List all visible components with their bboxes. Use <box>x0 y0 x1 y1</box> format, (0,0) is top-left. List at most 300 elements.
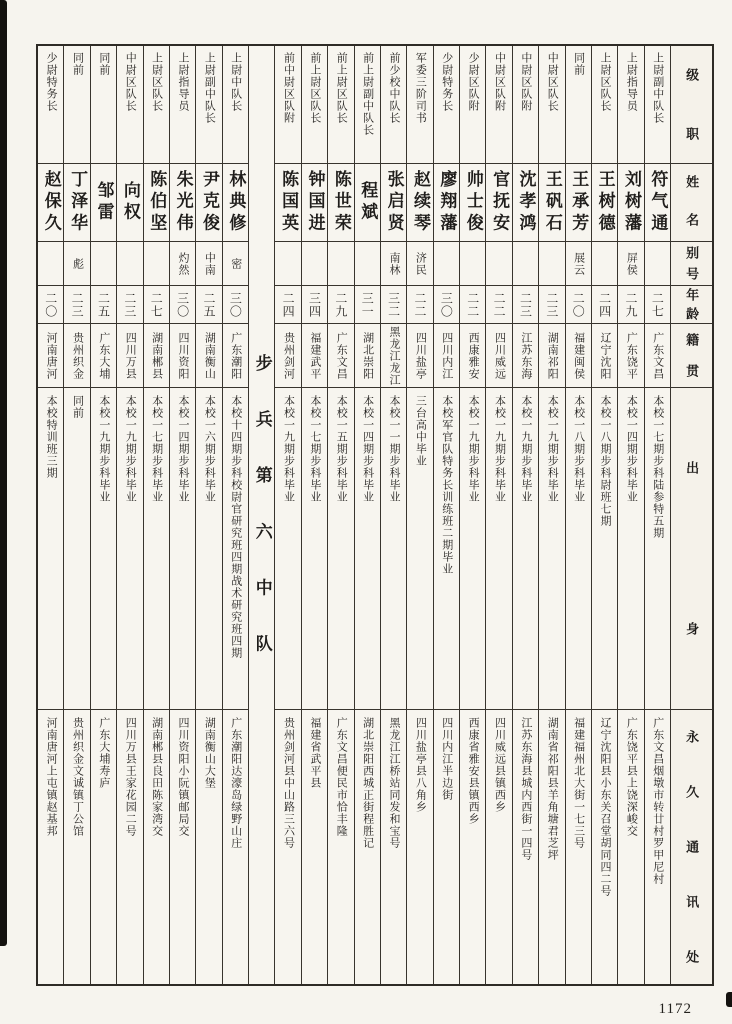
background-cell <box>117 388 142 710</box>
rank-text: 少尉特务长 <box>45 52 58 112</box>
age-text: 三〇 <box>228 291 243 318</box>
native-place-text: 河南唐河 <box>45 331 58 380</box>
person-column <box>485 46 511 984</box>
age-cell <box>170 286 195 324</box>
alias-text: 彪 <box>71 257 84 270</box>
rank-cell <box>645 46 670 164</box>
background-cell <box>460 388 485 710</box>
native-place-cell <box>566 324 591 388</box>
alias-cell <box>566 242 591 286</box>
native-place-text: 四川威远 <box>493 331 506 380</box>
address-cell <box>170 710 195 984</box>
native-place-text: 广东饶平 <box>625 331 638 380</box>
name-cell <box>381 164 406 242</box>
rank-cell <box>539 46 564 164</box>
name-text: 沈孝鸿 <box>516 169 536 236</box>
name-text: 朱光伟 <box>173 169 193 236</box>
rank-cell <box>144 46 169 164</box>
rank-cell <box>434 46 459 164</box>
background-text: 本校一四期步科毕业 <box>625 395 638 503</box>
background-cell <box>486 388 511 710</box>
age-text: 二九 <box>333 291 348 318</box>
age-text: 三〇 <box>439 291 454 318</box>
address-text: 河南唐河上屯镇赵基邦 <box>45 717 58 837</box>
age-text: 二二 <box>465 291 480 318</box>
address-cell <box>196 710 221 984</box>
address-text: 贵州剑河县中山路三六号 <box>282 717 295 849</box>
native-place-text: 辽宁沈阳 <box>599 331 612 380</box>
name-cell <box>355 164 380 242</box>
native-place-cell <box>302 324 327 388</box>
age-cell <box>38 286 63 324</box>
age-cell <box>144 286 169 324</box>
age-cell <box>223 286 248 324</box>
address-text: 湖北崇阳西城正街程胜记 <box>361 717 374 849</box>
age-text: 三〇 <box>175 291 190 318</box>
name-text: 程斌 <box>358 180 378 225</box>
name-text: 张启贤 <box>384 169 404 236</box>
rank-cell <box>328 46 353 164</box>
address-text: 黑龙江江桥站同发和宝号 <box>388 717 401 849</box>
background-text: 本校一九期步科毕业 <box>97 395 110 503</box>
background-cell <box>275 388 300 710</box>
alias-cell <box>196 242 221 286</box>
name-cell <box>592 164 617 242</box>
age-text: 二二 <box>492 291 507 318</box>
alias-text: 南林 <box>388 251 401 276</box>
age-cell <box>328 286 353 324</box>
name-cell <box>170 164 195 242</box>
native-place-cell <box>618 324 643 388</box>
age-text: 二五 <box>96 291 111 318</box>
rank-cell <box>64 46 89 164</box>
background-text: 本校一九期步科毕业 <box>282 395 295 503</box>
background-cell <box>328 388 353 710</box>
age-cell <box>434 286 459 324</box>
native-place-cell <box>223 324 248 388</box>
rank-text: 同前 <box>572 52 585 76</box>
alias-text: 中南 <box>203 251 216 276</box>
address-cell <box>592 710 617 984</box>
background-cell <box>618 388 643 710</box>
name-text: 陈国英 <box>279 169 299 236</box>
address-text: 湖南衡山大堡 <box>203 717 216 789</box>
rank-cell <box>513 46 538 164</box>
alias-cell <box>407 242 432 286</box>
header-cell-age: 年 龄 <box>671 286 712 324</box>
age-text: 三四 <box>307 291 322 318</box>
address-text: 广东文昌便民市恰丰隆 <box>335 717 348 837</box>
native-place-text: 贵州织金 <box>71 331 84 380</box>
address-cell <box>144 710 169 984</box>
rank-text: 同前 <box>71 52 84 76</box>
native-place-text: 广东文昌 <box>651 331 664 380</box>
native-place-text: 贵州剑河 <box>282 331 295 380</box>
native-place-cell <box>117 324 142 388</box>
age-cell <box>302 286 327 324</box>
background-text: 本校一九期步科毕业 <box>467 395 480 503</box>
age-text: 二二 <box>413 291 428 318</box>
address-text: 福建省武平县 <box>308 717 321 789</box>
person-column <box>90 46 116 984</box>
rank-cell <box>196 46 221 164</box>
address-text: 辽宁沈阳县小东关召堂胡同四二号 <box>599 717 612 897</box>
name-cell <box>407 164 432 242</box>
native-place-text: 江苏东海 <box>519 331 532 380</box>
age-cell <box>355 286 380 324</box>
age-cell <box>381 286 406 324</box>
age-cell <box>407 286 432 324</box>
background-cell <box>592 388 617 710</box>
name-text: 邹雷 <box>94 180 114 225</box>
person-column <box>143 46 169 984</box>
background-cell <box>645 388 670 710</box>
alias-cell <box>434 242 459 286</box>
header-cell-name: 姓 名 <box>671 164 712 242</box>
person-column <box>591 46 617 984</box>
name-cell <box>223 164 248 242</box>
person-column <box>538 46 564 984</box>
background-text: 三台高中毕业 <box>414 395 427 467</box>
scan-artifact-right <box>726 992 732 1007</box>
rank-text: 前上尉副中队长 <box>361 52 374 136</box>
header-cell-alias: 别 号 <box>671 242 712 286</box>
rank-cell <box>592 46 617 164</box>
native-place-cell <box>486 324 511 388</box>
native-place-text: 西康雅安 <box>467 331 480 380</box>
age-text: 二五 <box>202 291 217 318</box>
native-place-text: 黑龙江龙江 <box>388 325 401 386</box>
name-cell <box>64 164 89 242</box>
rank-text: 前中尉区队附 <box>282 52 295 124</box>
person-column <box>169 46 195 984</box>
background-text: 本校一九期步科毕业 <box>546 395 559 503</box>
age-text: 二七 <box>149 291 164 318</box>
background-text: 本校十四期步科校尉官研究班四期战术研究班四期 <box>229 395 242 659</box>
alias-cell <box>355 242 380 286</box>
name-cell <box>38 164 63 242</box>
native-place-cell <box>460 324 485 388</box>
background-text: 本校一八期步科尉班七期 <box>599 395 612 527</box>
address-text: 广东潮阳达濠岛绿野山庄 <box>229 717 242 849</box>
address-text: 湖南省祁阳县羊角塘君芝坪 <box>546 717 559 861</box>
rank-text: 上尉副中队长 <box>651 52 664 124</box>
name-cell <box>302 164 327 242</box>
roster-table <box>36 44 714 986</box>
native-place-cell <box>170 324 195 388</box>
rank-text: 上尉中队长 <box>229 52 242 112</box>
alias-cell <box>592 242 617 286</box>
background-cell <box>144 388 169 710</box>
background-text: 本校一九期步科毕业 <box>493 395 506 503</box>
background-cell <box>407 388 432 710</box>
name-cell <box>460 164 485 242</box>
age-cell <box>196 286 221 324</box>
background-cell <box>170 388 195 710</box>
age-cell <box>618 286 643 324</box>
page-number: 1172 <box>658 1001 692 1017</box>
name-text: 陈世荣 <box>331 169 351 236</box>
age-text: 二四 <box>597 291 612 318</box>
address-cell <box>434 710 459 984</box>
background-text: 本校一九期步科毕业 <box>124 395 137 503</box>
alias-text: 密 <box>229 257 242 270</box>
rank-text: 上尉指导员 <box>177 52 190 112</box>
age-text: 二三 <box>544 291 559 318</box>
alias-cell <box>144 242 169 286</box>
native-place-cell <box>355 324 380 388</box>
age-text: 二〇 <box>571 291 586 318</box>
person-column <box>38 46 63 984</box>
alias-text: 济民 <box>414 251 427 276</box>
native-place-cell <box>38 324 63 388</box>
person-column <box>565 46 591 984</box>
name-text: 王树德 <box>595 169 615 236</box>
age-text: 二〇 <box>43 291 58 318</box>
rank-text: 少尉区队附 <box>467 52 480 112</box>
name-cell <box>566 164 591 242</box>
person-column <box>63 46 89 984</box>
native-place-text: 四川资阳 <box>177 331 190 380</box>
address-cell <box>618 710 643 984</box>
native-place-text: 广东文昌 <box>335 331 348 380</box>
background-cell <box>513 388 538 710</box>
alias-text: 灼然 <box>177 251 190 276</box>
name-text: 陈伯坚 <box>147 169 167 236</box>
name-cell <box>434 164 459 242</box>
person-column <box>380 46 406 984</box>
alias-cell <box>117 242 142 286</box>
rank-cell <box>91 46 116 164</box>
address-cell <box>328 710 353 984</box>
address-text: 四川内江半边街 <box>440 717 453 801</box>
address-text: 广东饶平县上饶深峻交 <box>625 717 638 837</box>
header-column <box>670 46 712 984</box>
alias-cell <box>91 242 116 286</box>
age-text: 二三 <box>518 291 533 318</box>
rank-text: 上尉指导员 <box>625 52 638 112</box>
person-column <box>406 46 432 984</box>
alias-cell <box>460 242 485 286</box>
background-text: 本校一五期步科毕业 <box>335 395 348 503</box>
native-place-cell <box>645 324 670 388</box>
alias-cell <box>328 242 353 286</box>
name-cell <box>144 164 169 242</box>
name-cell <box>328 164 353 242</box>
rank-cell <box>302 46 327 164</box>
background-text: 本校一七期步科毕业 <box>150 395 163 503</box>
name-cell <box>486 164 511 242</box>
rank-text: 同前 <box>97 52 110 76</box>
rank-cell <box>117 46 142 164</box>
rank-cell <box>275 46 300 164</box>
rank-cell <box>486 46 511 164</box>
unit-name-text: 步兵第六中队 <box>252 353 272 691</box>
name-cell <box>117 164 142 242</box>
address-cell <box>539 710 564 984</box>
rank-cell <box>38 46 63 164</box>
age-cell <box>592 286 617 324</box>
name-cell <box>645 164 670 242</box>
background-text: 同前 <box>71 395 84 419</box>
person-column <box>644 46 670 984</box>
rank-cell <box>566 46 591 164</box>
age-text: 二三 <box>122 291 137 318</box>
native-place-text: 广东大埔 <box>97 331 110 380</box>
native-place-text: 广东潮阳 <box>229 331 242 380</box>
alias-cell <box>645 242 670 286</box>
address-cell <box>275 710 300 984</box>
address-text: 四川万县王家花园二号 <box>124 717 137 837</box>
unit-name-cell <box>249 46 274 984</box>
rank-text: 上尉区队长 <box>150 52 163 112</box>
native-place-cell <box>144 324 169 388</box>
age-text: 三二 <box>386 291 401 318</box>
alias-cell <box>223 242 248 286</box>
native-place-cell <box>434 324 459 388</box>
alias-text: 展云 <box>572 251 585 276</box>
name-text: 赵保久 <box>41 169 61 236</box>
background-text: 本校一七期步科毕业 <box>308 395 321 503</box>
person-column <box>512 46 538 984</box>
native-place-cell <box>328 324 353 388</box>
name-text: 刘树藩 <box>621 169 641 236</box>
person-column <box>354 46 380 984</box>
address-cell <box>117 710 142 984</box>
age-text: 二九 <box>624 291 639 318</box>
background-cell <box>38 388 63 710</box>
native-place-cell <box>275 324 300 388</box>
rank-cell <box>355 46 380 164</box>
name-cell <box>513 164 538 242</box>
native-place-text: 湖南衡山 <box>203 331 216 380</box>
person-column <box>274 46 300 984</box>
person-column <box>222 46 248 984</box>
person-column <box>459 46 485 984</box>
background-text: 本校特训班三期 <box>45 395 58 479</box>
alias-cell <box>381 242 406 286</box>
age-cell <box>275 286 300 324</box>
background-cell <box>91 388 116 710</box>
alias-cell <box>486 242 511 286</box>
rank-text: 中尉区队附 <box>493 52 506 112</box>
header-cell-rank: 级 职 <box>671 46 712 164</box>
rank-text: 军委三阶司书 <box>414 52 427 124</box>
background-text: 本校一八期步科毕业 <box>572 395 585 503</box>
address-text: 福建福州北大街一七三号 <box>572 717 585 849</box>
alias-text: 屏侯 <box>625 251 638 276</box>
name-text: 林典修 <box>226 169 246 236</box>
background-cell <box>196 388 221 710</box>
name-text: 官抚安 <box>490 169 510 236</box>
background-cell <box>64 388 89 710</box>
background-text: 本校一七期步科陆参特五期 <box>651 395 664 539</box>
name-cell <box>91 164 116 242</box>
address-text: 广东文昌烟墩市转廿村罗甲尼村 <box>651 717 664 885</box>
background-cell <box>434 388 459 710</box>
background-cell <box>381 388 406 710</box>
background-text: 本校一九期步科毕业 <box>519 395 532 503</box>
native-place-text: 四川内江 <box>440 331 453 380</box>
person-column <box>195 46 221 984</box>
age-cell <box>91 286 116 324</box>
alias-cell <box>64 242 89 286</box>
name-text: 王承芳 <box>569 169 589 236</box>
name-cell <box>539 164 564 242</box>
person-column <box>617 46 643 984</box>
rank-text: 中尉区队长 <box>124 52 137 112</box>
rank-cell <box>407 46 432 164</box>
address-text: 湖南郴县良田陈家湾交 <box>150 717 163 837</box>
name-cell <box>275 164 300 242</box>
native-place-cell <box>91 324 116 388</box>
rank-text: 中尉区队附 <box>519 52 532 112</box>
address-cell <box>645 710 670 984</box>
background-cell <box>302 388 327 710</box>
age-cell <box>645 286 670 324</box>
name-text: 符气通 <box>648 169 668 236</box>
address-cell <box>407 710 432 984</box>
background-text: 本校一六期步科毕业 <box>203 395 216 503</box>
name-text: 帅士俊 <box>463 169 483 236</box>
header-cell-native: 籍 贯 <box>671 324 712 388</box>
address-cell <box>486 710 511 984</box>
rank-text: 少尉特务长 <box>440 52 453 112</box>
address-cell <box>302 710 327 984</box>
native-place-text: 湖北崇阳 <box>361 331 374 380</box>
address-cell <box>38 710 63 984</box>
address-cell <box>460 710 485 984</box>
name-text: 尹克俊 <box>199 169 219 236</box>
name-cell <box>618 164 643 242</box>
age-cell <box>513 286 538 324</box>
native-place-text: 湖南郴县 <box>150 331 163 380</box>
address-text: 江苏东海县城内西街一四号 <box>519 717 532 861</box>
header-cell-address: 永 久 通 讯 处 <box>684 730 700 964</box>
background-cell <box>539 388 564 710</box>
rank-text: 前上尉区队长 <box>335 52 348 124</box>
address-text: 广东大埔寿庐 <box>97 717 110 789</box>
address-text: 四川资阳小阮镇邮局交 <box>177 717 190 837</box>
age-text: 二四 <box>281 291 296 318</box>
name-text: 丁泽华 <box>68 169 88 236</box>
background-text: 本校一一期步科毕业 <box>388 395 401 503</box>
age-text: 二三 <box>70 291 85 318</box>
background-text: 本校一四期步科毕业 <box>361 395 374 503</box>
native-place-cell <box>592 324 617 388</box>
alias-cell <box>513 242 538 286</box>
native-place-cell <box>64 324 89 388</box>
address-text: 四川威远县镇西乡 <box>493 717 506 813</box>
rank-cell <box>460 46 485 164</box>
native-place-text: 四川万县 <box>124 331 137 380</box>
address-text: 贵州织金文诚镇丁公馆 <box>71 717 84 837</box>
age-text: 三一 <box>360 291 375 318</box>
age-cell <box>460 286 485 324</box>
alias-cell <box>275 242 300 286</box>
address-cell <box>566 710 591 984</box>
name-text: 赵续琴 <box>410 169 430 236</box>
rank-text: 前少校中队长 <box>388 52 401 124</box>
alias-cell <box>539 242 564 286</box>
person-column <box>116 46 142 984</box>
address-cell <box>223 710 248 984</box>
name-text: 钟国进 <box>305 169 325 236</box>
person-column <box>301 46 327 984</box>
address-cell <box>64 710 89 984</box>
native-place-text: 湖南祁阳 <box>546 331 559 380</box>
address-cell <box>381 710 406 984</box>
